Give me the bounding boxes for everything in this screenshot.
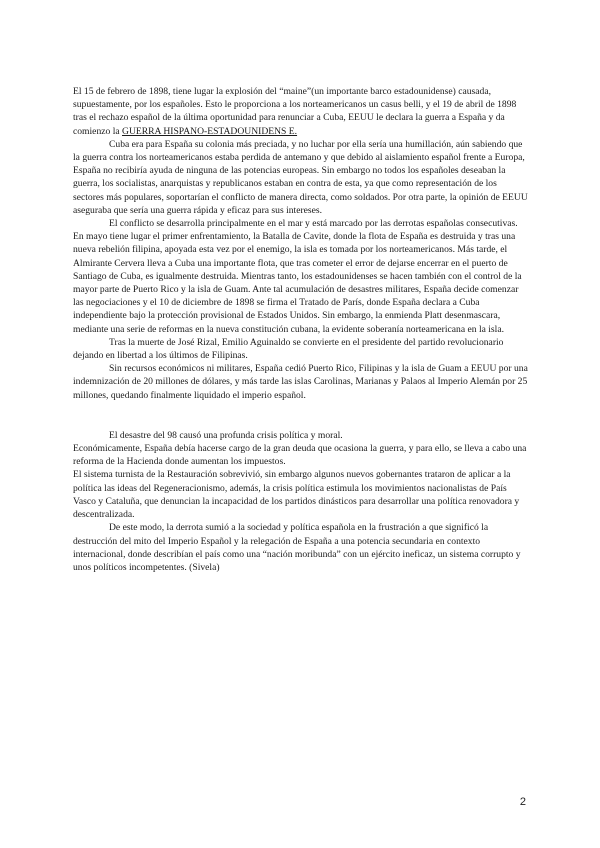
war-title-underlined: GUERRA HISPANO-ESTADOUNIDENS E. (122, 125, 298, 137)
paragraph-frustration: De este modo, la derrota sumió a la sociedad y política española en la frustración a que significó la destrucción del mito del Imperio Español y la relegación de España a una potencia secundaria en contexto internacional, donde describían el país como una “nación moribunda” con un ejército ineficaz, un sistema corrupto y unos políticos incompetentes. (Sivela) (73, 522, 521, 573)
document-body (73, 85, 528, 574)
paragraph-rizal-aguinaldo: Tras la muerte de José Rizal, Emilio Aguinaldo se convierte en el presidente del partido revolucionario dejando en libertad a los últimos de Filipinas. (73, 336, 504, 362)
paragraph-gap (73, 402, 528, 429)
paragraph-cuba-colony: Cuba era para España su colonia más preciada, y no luchar por ella sería una humillación, aún sabiendo que la guerra contra los norteamericanos estaba perdida de antemano y que debido al aislamiento español frente a Europa, España no recibiría ayuda de ninguna de las potencias europeas. Sin embargo no todos los españoles deseaban la guerra, los socialistas, anarquistas y republicanos estaban en contra de esta, ya que como representación de los sectores más populares, soportarían el conflicto de manera directa, como soldados. Por otra parte, la opinión de EEUU aseguraba que sería una guerra rápida y eficaz para sus intereses. (73, 138, 528, 216)
page-number: 2 (519, 796, 526, 808)
paragraph-explosion-maine (73, 85, 528, 138)
paragraph-naval-conflict: El conflicto se desarrolla principalmente en el mar y está marcado por las derrotas españolas consecutivas. En mayo tiene lugar el primer enfrentamiento, la Batalla de Cavite, donde la flota de España es destruida y tras una nueva rebelión filipina, apoyada esta vez por el enemigo, la isla es tomada por los norteamericanos. Más tarde, el Almirante Cervera lleva a Cuba una importante flota, que tras cometer el error de dejarse encerrar en el puerto de Santiago de Cuba, es igualmente destruida. Mientras tanto, los estadounidenses se hacen también con el control de la mayor parte de Puerto Rico y la isla de Guam. Ante tal acumulación de desastres militares, España decide comenzar las negociaciones y el 10 de diciembre de 1898 se firma el Tratado de París, donde España declara a Cuba independiente bajo la protección provisional de Estados Unidos. Sin embargo, la enmienda Platt desenmascara, mediante una serie de reformas en la nueva constitución cubana, la evidente soberanía norteamericana en la isla. (73, 218, 522, 335)
paragraph-economic: Económicamente, España debía hacerse cargo de la gran deuda que ocasiona la guerra, y para ello, se lleva a cabo una reforma de la Hacienda donde aumentan los impuestos. (73, 443, 527, 468)
paragraph-restoration: El sistema turnista de la Restauración sobrevivió, sin embargo algunos nuevos gobernantes trataron de aplicar a la política las ideas del Regeneracionismo, además, la crisis política estimula los movimientos nacionalistas de País Vasco y Cataluña, que denuncian la incapacidad de los partidos dinásticos para desarrollar una política renovadora y descentralizada. (73, 469, 520, 521)
paragraph-disaster-98: El desastre del 98 causó una profunda crisis política y moral. (109, 429, 343, 441)
paragraph-territorial-cession: Sin recursos económicos ni militares, España cedió Puerto Rico, Filipinas y la isla de Guam a EEUU por una indemnización de 20 millones de dólares, y más tarde las islas Carolinas, Marianas y Palaos al Imperio Alemán por 25 millones, quedando finalmente liquidado el imperio español. (73, 363, 528, 401)
paragraph-text: El 15 de febrero de 1898, tiene lugar la explosión del “maine”(un importante barco estadounidense) causada, supuestamente, por los españoles. Esto le proporciona a los norteamericanos un casus belli, y el 19 de abril de 1898 tras el rechazo español de la última oportunidad para renunciar a Cuba, EEUU le declara la guerra a España y da comienzo la (73, 86, 517, 137)
